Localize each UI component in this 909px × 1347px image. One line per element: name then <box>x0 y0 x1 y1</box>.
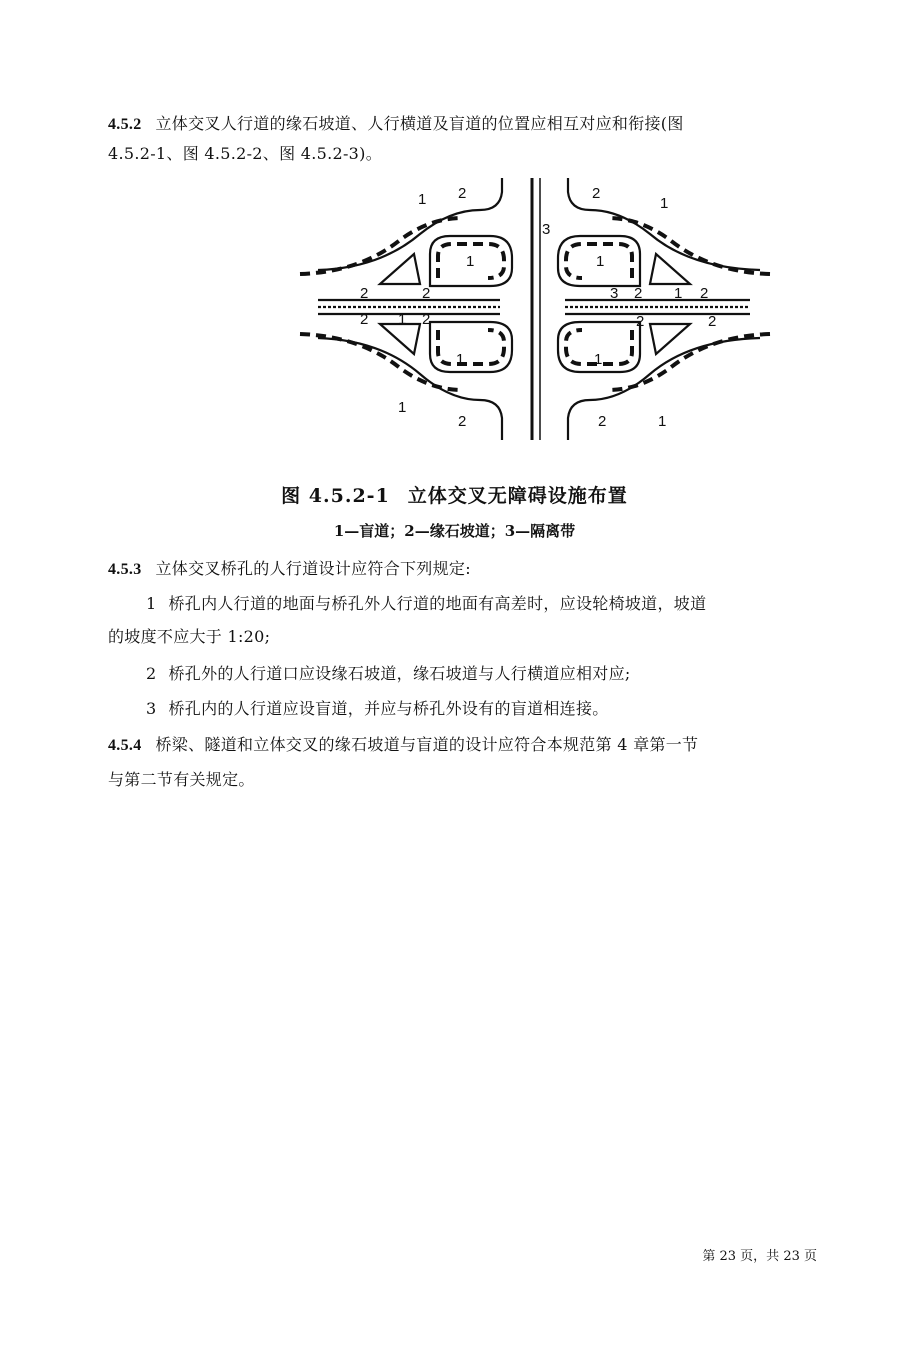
section-4-5-3 <box>108 555 844 584</box>
list-item-2 <box>108 660 844 688</box>
label-1: 1 <box>456 351 465 368</box>
label-1: 1 <box>660 195 669 212</box>
section-text-continued: 与第二节有关规定。 <box>108 770 255 789</box>
label-2: 2 <box>598 413 607 430</box>
label-2: 2 <box>634 285 643 302</box>
label-1: 1 <box>658 413 667 430</box>
label-2: 2 <box>422 285 431 302</box>
section-number: 4.5.2 <box>108 116 142 133</box>
label-1: 1 <box>594 351 603 368</box>
item-text: 桥孔内人行道的地面与桥孔外人行道的地面有高差时，应设轮椅坡道，坡道 <box>168 594 707 613</box>
label-2: 2 <box>458 413 467 430</box>
item-text: 桥孔内的人行道应设盲道，并应与桥孔外设有的盲道相连接。 <box>168 699 609 718</box>
label-2: 2 <box>592 185 601 202</box>
label-3: 3 <box>542 221 551 238</box>
list-item-1-continued <box>108 623 844 651</box>
figure-title: 立体交叉无障碍设施布置 <box>407 485 628 507</box>
section-text: 立体交叉桥孔的人行道设计应符合下列规定: <box>155 559 471 578</box>
section-4-5-2 <box>108 110 844 139</box>
section-4-5-2-continued <box>108 140 844 168</box>
label-2: 2 <box>708 313 717 330</box>
figure-number: 图 4.5.2-1 <box>281 485 390 507</box>
label-2: 2 <box>458 185 467 202</box>
list-item-1 <box>108 590 844 618</box>
item-number: 3 <box>146 699 157 718</box>
label-2: 2 <box>700 285 709 302</box>
page-footer: 第 23 页，共 23 页 <box>702 1249 817 1264</box>
label-1: 1 <box>596 253 605 270</box>
label-1: 1 <box>398 311 407 328</box>
label-2: 2 <box>422 311 431 328</box>
figure-caption <box>0 481 909 508</box>
label-2: 2 <box>636 313 645 330</box>
list-item-3 <box>108 695 844 723</box>
section-number: 4.5.3 <box>108 561 142 578</box>
label-2: 2 <box>360 311 369 328</box>
label-1: 1 <box>418 191 427 208</box>
item-text-continued: 的坡度不应大于 1:20; <box>108 627 271 646</box>
figure-legend: 1—盲道；2—缘石坡道；3—隔离带 <box>333 522 576 540</box>
section-4-5-4-continued <box>108 766 844 794</box>
section-number: 4.5.4 <box>108 737 142 754</box>
item-number: 1 <box>146 594 157 613</box>
label-1: 1 <box>674 285 683 302</box>
section-4-5-4 <box>108 731 844 760</box>
label-2: 2 <box>360 285 369 302</box>
interchange-diagram <box>290 174 780 446</box>
label-1: 1 <box>398 399 407 416</box>
section-text: 桥梁、隧道和立体交叉的缘石坡道与盲道的设计应符合本规范第 4 章第一节 <box>155 735 699 754</box>
item-text: 桥孔外的人行道口应设缘石坡道，缘石坡道与人行横道应相对应; <box>168 664 631 683</box>
section-text-continued: 4.5.2-1、图 4.5.2-2、图 4.5.2-3)。 <box>108 144 383 163</box>
label-1: 1 <box>466 253 475 270</box>
section-text: 立体交叉人行道的缘石坡道、人行横道及盲道的位置应相互对应和衔接(图 <box>155 114 684 133</box>
label-3: 3 <box>610 285 619 302</box>
item-number: 2 <box>146 664 157 683</box>
